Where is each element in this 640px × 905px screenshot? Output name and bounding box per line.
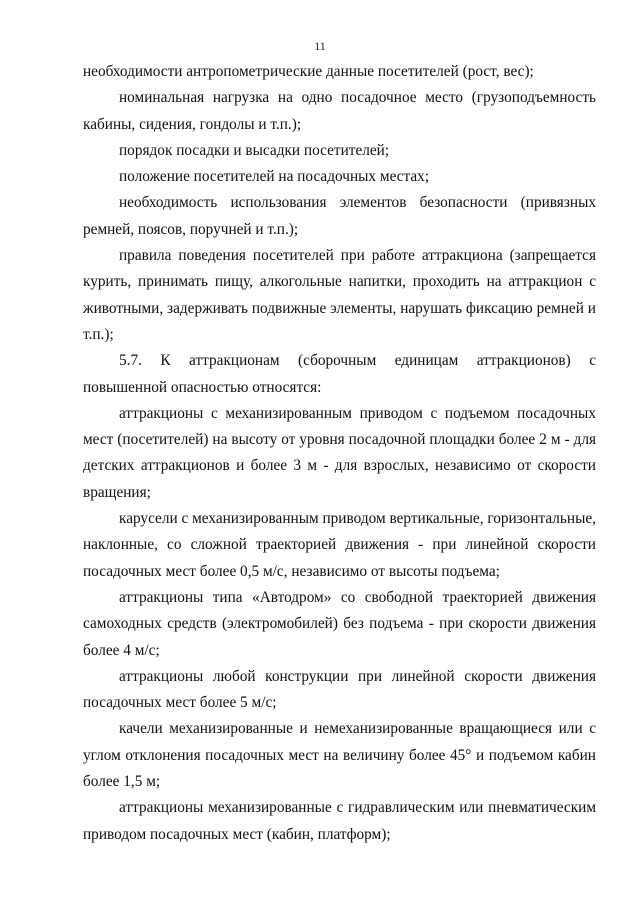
section-heading-5-7: 5.7. К аттракционам (сборочным единицам аттракционов) с повышенной опасностью относятся: <box>83 352 596 396</box>
paragraph-2: номинальная нагрузка на одно посадочное место (грузоподъемность кабины, сидения, гондолы и т.п.); <box>83 89 596 133</box>
paragraph-8: аттракционы с механизированным приводом с подъемом посадочных мест (посетителей) на высоту от уровня посадочной площадки более 2 м - для детских аттракционов и более 3 м - для взрослых, независимо от скорости вращения; <box>83 404 596 501</box>
paragraph-4: положение посетителей на посадочных местах; <box>119 168 430 186</box>
document-body <box>83 59 596 848</box>
paragraph-9: карусели с механизированным приводом вертикальные, горизонтальные, наклонные, со сложной траекторией движения - при линейной скорости посадочных мест более 0,5 м/с, независимо от высоты подъема; <box>83 510 596 580</box>
paragraph-11: аттракционы любой конструкции при линейной скорости движения посадочных мест более 5 м/с; <box>83 667 596 712</box>
paragraph-10: аттракционы типа «Автодром» со свободной траекторией движения самоходных средств (электромобилей) без подъема - при скорости движения более 4 м/с; <box>83 588 596 659</box>
paragraph-13: аттракционы механизированные с гидравлическим или пневматическим приводом посадочных мест (кабин, платформ); <box>83 799 596 843</box>
page-number: 11 <box>314 39 326 53</box>
paragraph-1: необходимости антропометрические данные посетителей (рост, вес); <box>83 63 534 80</box>
paragraph-5: необходимость использования элементов безопасности (привязных ремней, поясов, поручней и т.п.); <box>83 194 596 238</box>
paragraph-12: качели механизированные и немеханизированные вращающиеся или с углом отклонения посадочных мест на величину более 45° и подъемом кабин более 1,5 м; <box>83 720 596 791</box>
paragraph-3: порядок посадки и высадки посетителей; <box>119 141 390 159</box>
paragraph-6: правила поведения посетителей при работе аттракциона (запрещается курить, принимать пищу, алкогольные напитки, проходить на аттракцион с животными, задерживать подвижные элементы, нарушать фиксацию ремней и т.п.); <box>83 247 596 343</box>
